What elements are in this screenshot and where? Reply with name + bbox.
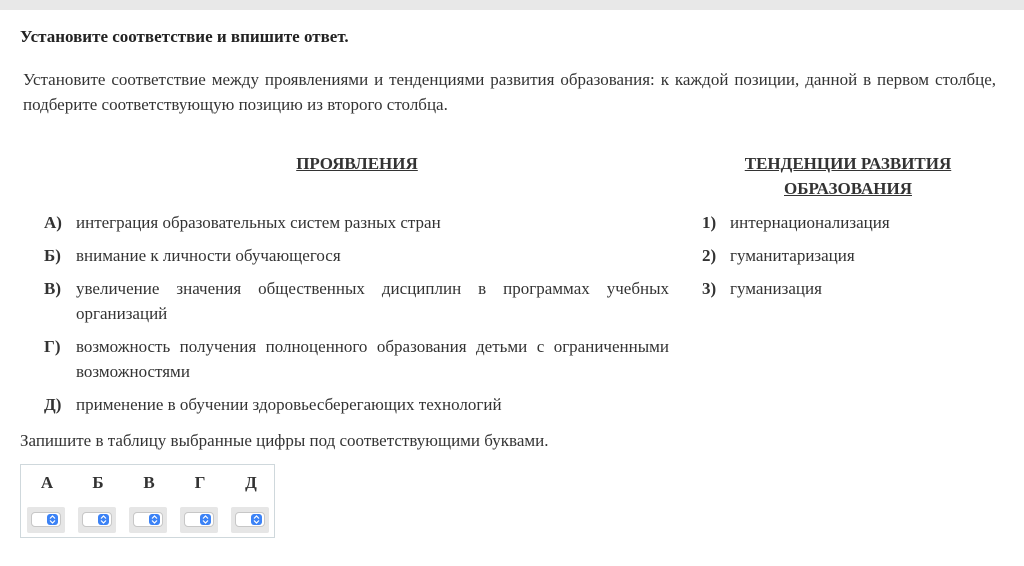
answer-select-a[interactable] (31, 512, 61, 527)
column-title-trends (718, 151, 978, 201)
item-letter: Д) (44, 395, 62, 414)
item-letter: Г) (44, 337, 61, 356)
item-text: интеграция образовательных систем разных стран (76, 213, 441, 232)
answer-header-g: Г (194, 473, 206, 492)
item-letter: А) (44, 213, 62, 232)
trend-item-1 (702, 210, 992, 235)
item-text: интернационализация (730, 213, 890, 232)
manifestation-item-g (44, 334, 670, 384)
answer-table (20, 464, 275, 538)
answer-select-g[interactable] (184, 512, 214, 527)
item-number: 3) (702, 279, 717, 298)
answer-select-v[interactable] (133, 512, 163, 527)
column-title-trends-line1: ТЕНДЕНЦИИ РАЗВИТИЯ (744, 154, 952, 173)
answer-header-v: В (143, 473, 155, 492)
task-instruction: Установите соответствие между проявлениями и тенденциями развития образования: к каждой позиции, данной в первом столбце, подберите соответствующую позицию из второго столбца. (23, 70, 996, 114)
item-text: гуманизация (730, 279, 822, 298)
manifestation-item-d (44, 392, 670, 417)
select-arrows-icon (200, 514, 211, 525)
answer-select-d[interactable] (235, 512, 265, 527)
item-number: 1) (702, 213, 717, 232)
answer-select-g-wrap (180, 507, 218, 533)
top-bar (0, 0, 1024, 10)
item-text: применение в обучении здоровьесберегающих технологий (76, 395, 502, 414)
trend-item-3 (702, 276, 992, 301)
manifestation-item-a (44, 210, 670, 235)
item-text: внимание к личности обучающегося (76, 246, 341, 265)
answer-select-v-wrap (129, 507, 167, 533)
answer-header-b: Б (92, 473, 104, 492)
answer-select-b-wrap (78, 507, 116, 533)
trend-item-2 (702, 243, 992, 268)
item-text: гуманитаризация (730, 246, 855, 265)
manifestation-item-b (44, 243, 670, 268)
column-title-trends-line2: ОБРАЗОВАНИЯ (784, 179, 912, 198)
select-arrows-icon (98, 514, 109, 525)
answer-header-d: Д (245, 473, 257, 492)
item-text: возможность получения полноценного образования детьми с ограниченными возможностями (76, 337, 669, 381)
select-arrows-icon (149, 514, 160, 525)
select-arrows-icon (47, 514, 58, 525)
answer-prompt: Запишите в таблицу выбранные цифры под соответствующими буквами. (20, 431, 549, 450)
answer-select-d-wrap (231, 507, 269, 533)
answer-header-a: А (40, 473, 54, 492)
select-arrows-icon (251, 514, 262, 525)
item-letter: В) (44, 279, 61, 298)
manifestation-item-v (44, 276, 670, 326)
task-header: Установите соответствие и впишите ответ. (20, 27, 349, 46)
item-text: увеличение значения общественных дисциплин в программах учебных организаций (76, 279, 669, 323)
item-number: 2) (702, 246, 717, 265)
answer-select-b[interactable] (82, 512, 112, 527)
answer-select-a-wrap (27, 507, 65, 533)
item-letter: Б) (44, 246, 61, 265)
column-title-manifestations: ПРОЯВЛЕНИЯ (296, 154, 418, 173)
